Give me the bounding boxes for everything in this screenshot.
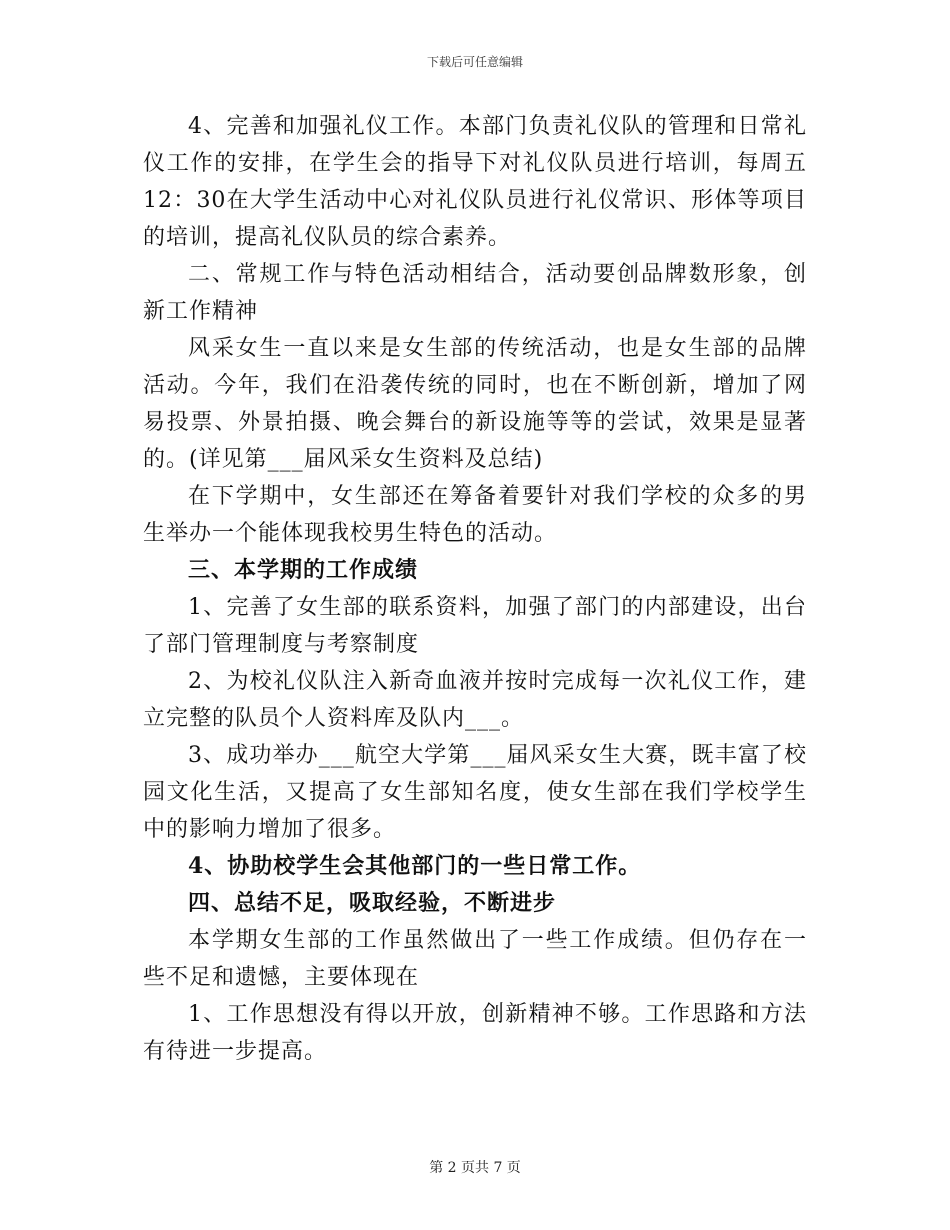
paragraph-achievement-2: 2、为校礼仪队注入新奇血液并按时完成每一次礼仪工作，建立完整的队员个人资料库及队内___。 — [143, 669, 807, 731]
section-heading-routine-work: 二、常规工作与特色活动相结合，活动要创品牌数形象，创新工作精神 — [143, 262, 807, 324]
paragraph-achievement-4: 4、协助校学生会其他部门的一些日常工作。 — [188, 853, 642, 879]
paragraph-fengcai-activity: 风采女生一直以来是女生部的传统活动，也是女生部的品牌活动。今年，我们在沿袭传统的同时，也在不断创新，增加了网易投票、外景拍摄、晚会舞台的新设施等等的尝试，效果是显著的。(详见第___届风采女生资料及总结) — [143, 336, 807, 472]
paragraph-next-semester: 在下学期中，女生部还在筹备着要针对我们学校的众多的男生举办一个能体现我校男生特色的活动。 — [143, 484, 807, 546]
section-heading-achievements: 三、本学期的工作成绩 — [188, 557, 419, 583]
paragraph-achievement-1: 1、完善了女生部的联系资料，加强了部门的内部建设，出台了部门管理制度与考察制度 — [143, 595, 807, 657]
paragraph-shortcomings-intro: 本学期女生部的工作虽然做出了一些工作成绩。但仍存在一些不足和遗憾，主要体现在 — [143, 928, 807, 990]
paragraph-etiquette-work: 4、完善和加强礼仪工作。本部门负责礼仪队的管理和日常礼仪工作的安排，在学生会的指导下对礼仪队员进行培训，每周五12：30在大学生活动中心对礼仪队员进行礼仪常识、形体等项目的培训，提高礼仪队员的综合素养。 — [143, 114, 807, 250]
page-footer: 第 2 页共 7 页 — [429, 1160, 521, 1176]
paragraph-shortcoming-1: 1、工作思想没有得以开放，创新精神不够。工作思路和方法有待进一步提高。 — [143, 1002, 807, 1064]
section-heading-shortcomings: 四、总结不足，吸取经验，不断进步 — [188, 890, 557, 916]
page-header: 下载后可任意编辑 — [426, 55, 523, 69]
paragraph-achievement-3: 3、成功举办___航空大学第___届风采女生大赛，既丰富了校园文化生活，又提高了女生部知名度，使女生部在我们学校学生中的影响力增加了很多。 — [143, 743, 807, 842]
document-body — [143, 108, 807, 1070]
